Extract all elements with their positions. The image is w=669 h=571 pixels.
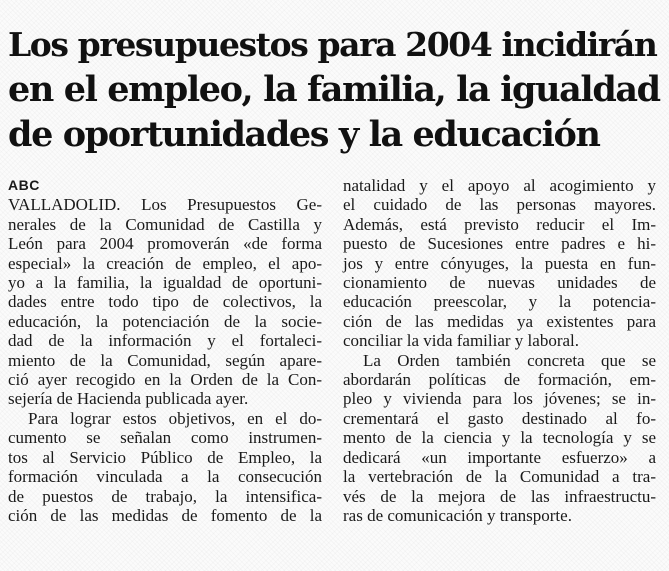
body-line: tos al Servicio Público de Empleo, la <box>8 447 322 467</box>
headline <box>8 22 664 157</box>
body-line: dedicará «un importante esfuerzo» a <box>343 447 656 467</box>
body-line: nerales de la Comunidad de Castilla y <box>8 214 322 234</box>
body-line: natalidad y el apoyo al acogimiento y <box>343 176 656 195</box>
body-line: cumento se señalan como instrumen- <box>8 428 322 448</box>
article-column-left <box>8 176 322 525</box>
headline-line: de oportunidades y la educación <box>8 114 600 155</box>
body-line: jos y entre cónyuges, la puesta en fun- <box>343 253 656 273</box>
body-line: Además, está previsto reducir el Im- <box>343 214 656 234</box>
body-line: el cuidado de las personas mayores. <box>343 195 656 215</box>
body-line: La Orden también concreta que se <box>363 350 656 370</box>
article-column-right <box>343 176 656 525</box>
body-line: formación vinculada a la consecución <box>8 467 322 487</box>
body-line: VALLADOLID. Los Presupuestos Ge- <box>8 195 322 215</box>
body-line: de puestos de trabajo, la intensifica- <box>8 486 322 506</box>
body-line: cionamiento de nuevas unidades de <box>343 273 656 293</box>
body-line: ras de comunicación y transporte. <box>343 505 572 525</box>
body-line: dad de la información y el fortaleci- <box>8 331 322 351</box>
body-line: mento de la ciencia y la tecnología y se <box>343 428 656 448</box>
body-line: miento de la Comunidad, según apare- <box>8 350 322 370</box>
body-line: especial» la creación de empleo, el apo- <box>8 253 322 273</box>
body-line: abordarán políticas de formación, em- <box>343 370 656 390</box>
body-line: dades entre todo tipo de colectivos, la <box>8 292 322 312</box>
body-line: ció ayer recogido en la Orden de la Con- <box>8 370 322 390</box>
headline-line: en el empleo, la familia, la igualdad <box>8 69 660 110</box>
body-line: conciliar la vida familiar y laboral. <box>343 331 580 351</box>
body-line: sejería de Hacienda publicada ayer. <box>8 389 249 409</box>
body-line: crementará el gasto destinado al fo- <box>343 408 656 428</box>
body-line: ción de las medidas de fomento de la <box>8 505 322 525</box>
body-line: vés de la mejora de las infraestructu- <box>343 486 656 506</box>
body-line: pleo y vivienda para los jóvenes; se in- <box>343 389 656 409</box>
body-line: la vertebración de la Comunidad a tra- <box>343 467 656 487</box>
body-line: León para 2004 promoverán «de forma <box>8 234 322 254</box>
body-line: educación, la potenciación de la socie- <box>8 311 322 331</box>
body-line: Para lograr estos objetivos, en el do- <box>28 408 322 428</box>
body-line: ción de las medidas ya existentes para <box>343 311 656 331</box>
body-line: educación preescolar, y la potencia- <box>343 292 656 312</box>
body-line: yo a la familia, la igualdad de oportuni- <box>8 273 322 293</box>
headline-line: Los presupuestos para 2004 incidirán <box>8 25 657 64</box>
news-agency-label: ABC <box>8 177 40 193</box>
body-line: puesto de Sucesiones entre padres e hi- <box>343 234 656 254</box>
